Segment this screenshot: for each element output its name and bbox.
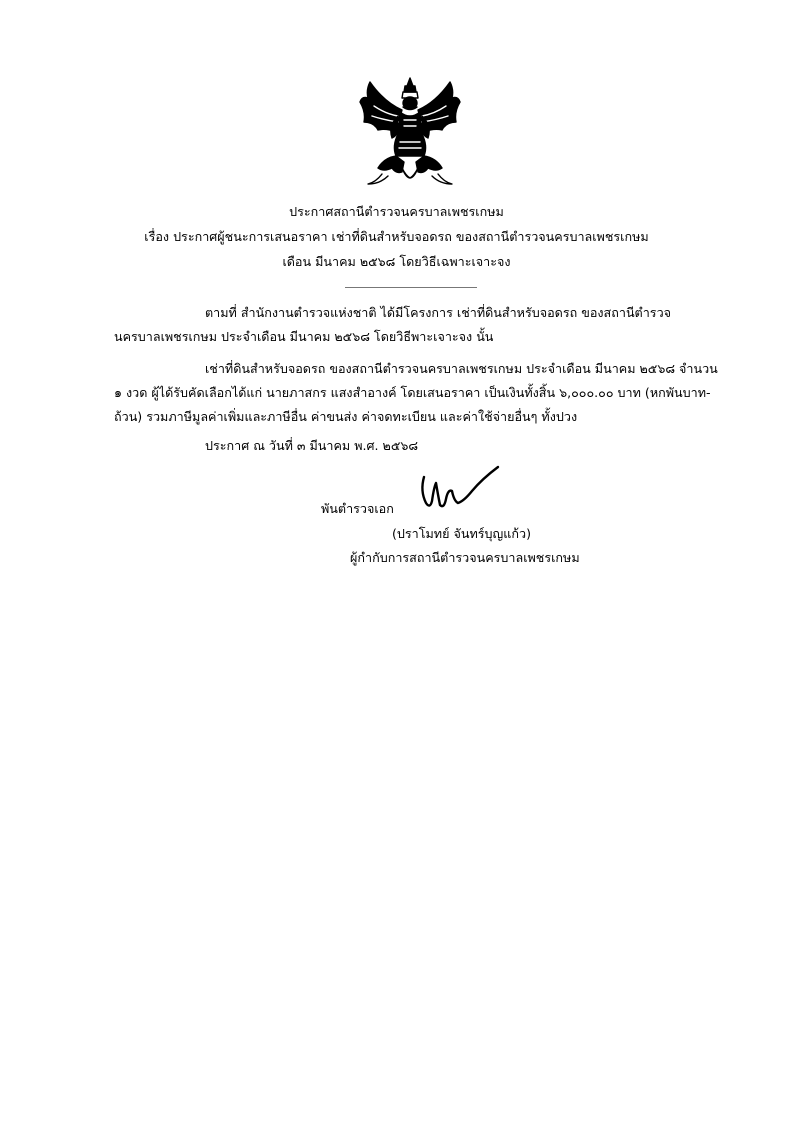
paragraph-2-line-3: ถ้วน) รวมภาษีมูลค่าเพิ่มและภาษีอื่น ค่าขนส่ง ค่าจดทะเบียน และค่าใช้จ่ายอื่นๆ ทั้งปวง [114, 409, 578, 424]
signatory-rank: พันตำรวจเอก [321, 501, 394, 516]
agency-heading: ประกาศสถานีตำรวจนครบาลเพชรเกษม [289, 204, 504, 219]
paragraph-2-line-2: ๑ งวด ผู้ได้รับคัดเลือกได้แก่ นายภาสกร แสงสำอางค์ โดยเสนอราคา เป็นเงินทั้งสิ้น ๖,๐๐๐.๐๐ บาท (หกพันบาท- [114, 385, 711, 400]
subject-heading: เรื่อง ประกาศผู้ชนะการเสนอราคา เช่าที่ดินสำหรับจอดรถ ของสถานีตำรวจนครบาลเพชรเกษม [144, 229, 649, 244]
paragraph-1-line-1: ตามที่ สำนักงานตำรวจแห่งชาติ ได้มีโครงการ เช่าที่ดินสำหรับจอดรถ ของสถานีตำรวจ [205, 305, 672, 320]
signatory-position: ผู้กำกับการสถานีตำรวจนครบาลเพชรเกษม [350, 550, 580, 565]
signatory-name: (ปราโมทย์ จันทร์บุญแก้ว) [392, 526, 531, 541]
handwritten-signature-icon [418, 463, 504, 513]
heading-divider [345, 287, 477, 288]
garuda-emblem-icon [358, 76, 462, 188]
period-heading: เดือน มีนาคม ๒๕๖๘ โดยวิธีเฉพาะเจาะจง [282, 254, 511, 269]
announcement-date: ประกาศ ณ วันที่ ๓ มีนาคม พ.ศ. ๒๕๖๘ [205, 438, 419, 453]
paragraph-2-line-1: เช่าที่ดินสำหรับจอดรถ ของสถานีตำรวจนครบาลเพชรเกษม ประจำเดือน มีนาคม ๒๕๖๘ จำนวน [205, 361, 718, 376]
paragraph-1-line-2: นครบาลเพชรเกษม ประจำเดือน มีนาคม ๒๕๖๘ โดยวิธีพาะเจาะจง นั้น [114, 329, 494, 344]
